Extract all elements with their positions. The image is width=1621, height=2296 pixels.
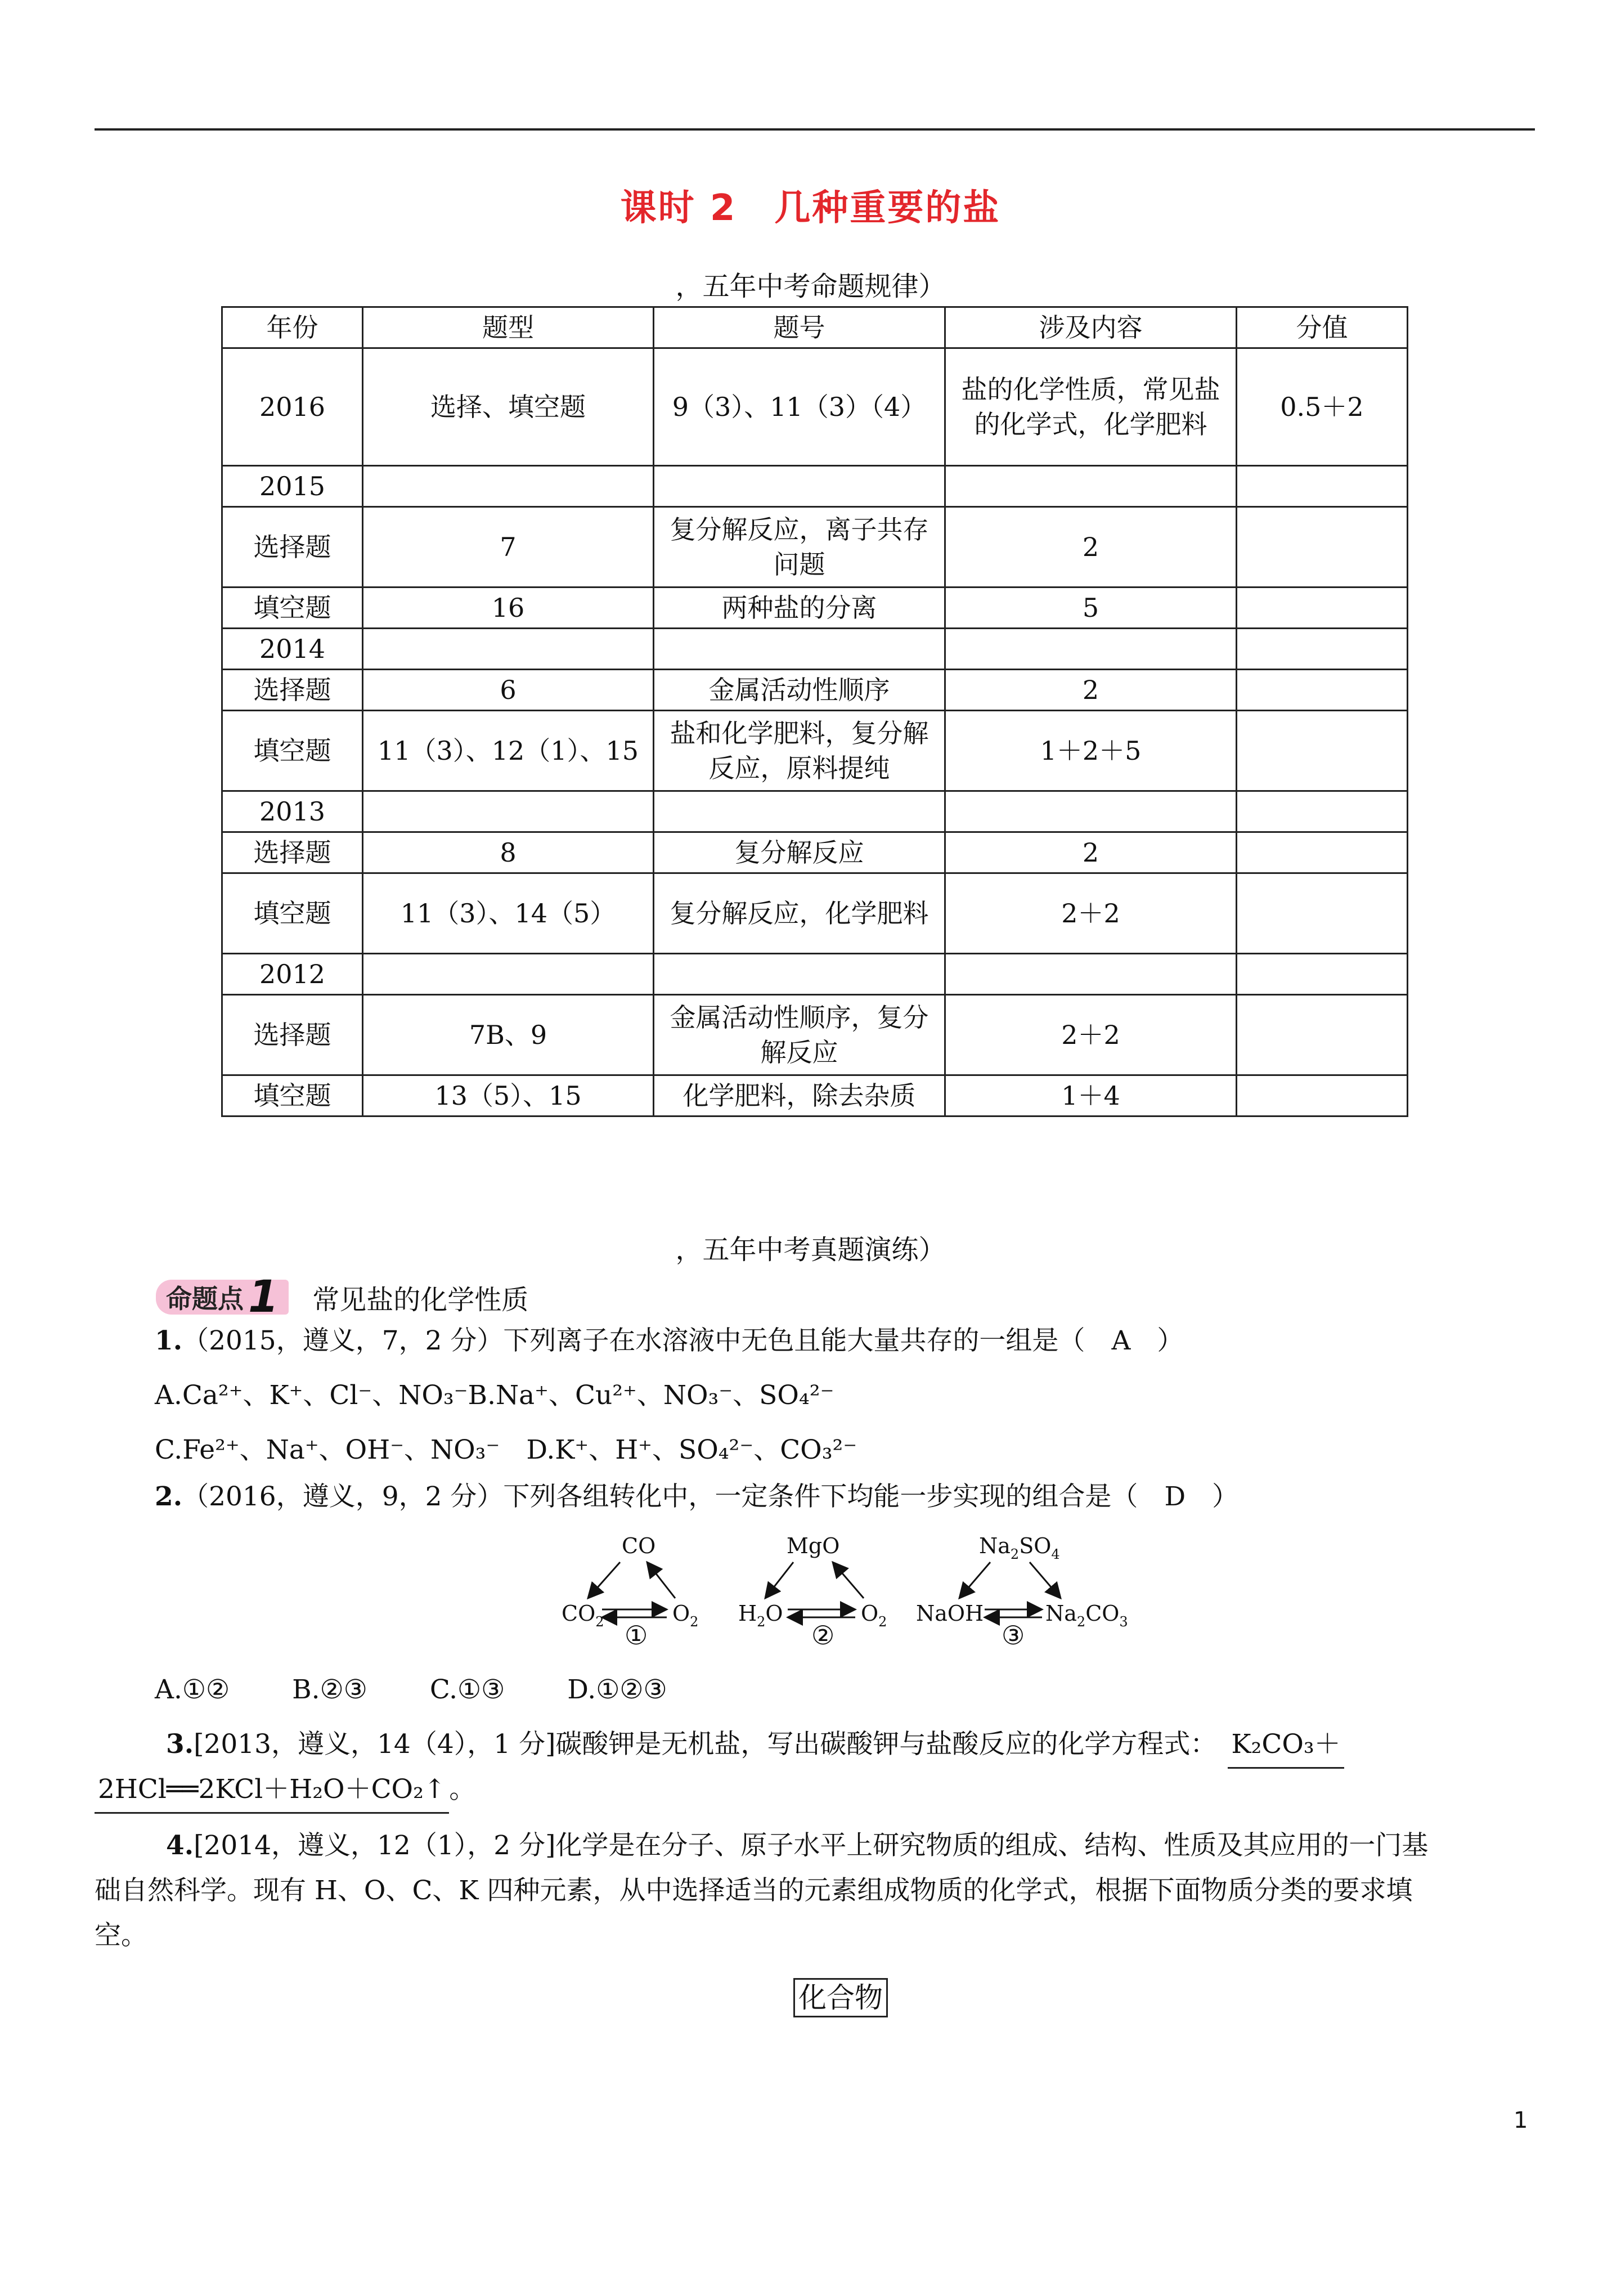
question-text-end: ） (1186, 1481, 1239, 1512)
question-2-stem (155, 1474, 1238, 1519)
arrow (1030, 1562, 1061, 1598)
option-b: B.Na⁺、Cu²⁺、NO₃⁻、SO₄²⁻ (468, 1380, 834, 1411)
table-cell (654, 466, 945, 507)
answer-line-1: K₂CO₃＋ (1228, 1722, 1344, 1769)
page-number: 1 (1514, 2107, 1528, 2133)
question-number: 4. (166, 1830, 194, 1861)
table-cell: 1＋2＋5 (945, 711, 1237, 791)
conversion-group-3 (916, 1533, 1128, 1651)
option-a: A.Ca²⁺、K⁺、Cl⁻、NO₃⁻ (155, 1380, 468, 1411)
table-cell (1237, 711, 1408, 791)
arrow (833, 1562, 864, 1598)
table-cell: 选择题 (222, 507, 363, 588)
table-cell: 填空题 (222, 873, 363, 954)
table-cell: 6 (363, 670, 654, 711)
table-cell: 5 (945, 588, 1237, 629)
table-cell: 两种盐的分离 (654, 588, 945, 629)
table-cell (1237, 873, 1408, 954)
table-cell (363, 954, 654, 995)
table-cell: 复分解反应，化学肥料 (654, 873, 945, 954)
answer-choice: D (1164, 1481, 1186, 1512)
table-row (222, 588, 1408, 629)
arrow (765, 1562, 793, 1598)
topic-point-tag (156, 1272, 529, 1322)
table-cell (654, 954, 945, 995)
table-cell: 8 (363, 832, 654, 873)
table-cell: 2013 (222, 791, 363, 832)
table-cell (1237, 995, 1408, 1075)
table-row (222, 791, 1408, 832)
node-naoh: NaOH (916, 1601, 984, 1626)
header-type: 题型 (363, 307, 654, 348)
table-cell: 7 (363, 507, 654, 588)
table-cell: 金属活动性顺序 (654, 670, 945, 711)
table-cell: 盐的化学性质，常见盐的化学式，化学肥料 (945, 348, 1237, 466)
option-c: C.①③ (429, 1674, 505, 1705)
header-year: 年份 (222, 307, 363, 348)
table-cell: 7B、9 (363, 995, 654, 1075)
table-cell: 0.5＋2 (1237, 348, 1408, 466)
table-header-row (222, 307, 1408, 348)
arrow (647, 1562, 675, 1598)
table-row (222, 348, 1408, 466)
table-cell: 复分解反应，离子共存问题 (654, 507, 945, 588)
option-a: A.①② (155, 1674, 230, 1705)
topic-point-text: 常见盐的化学性质 (312, 1284, 529, 1316)
question-text: [2013，遵义，14（4），1 分]碳酸钾是无机盐，写出碳酸钾与盐酸反应的化学方程式： (194, 1729, 1217, 1760)
table-cell: 复分解反应 (654, 832, 945, 873)
group-label-3: ③ (1002, 1620, 1025, 1651)
node-na2co3: $Na_2CO_3$ (1045, 1601, 1128, 1630)
node-h2o: $H_2O$ (738, 1601, 783, 1630)
question-4-line3: 空。 (95, 1920, 147, 1951)
lesson-title: 课时 2 几种重要的盐 (620, 187, 1001, 229)
node-o2: $O_2$ (861, 1601, 887, 1630)
table-cell (945, 954, 1237, 995)
header-score: 分值 (1237, 307, 1408, 348)
question-text: （2015，遵义，7，2 分）下列离子在水溶液中无色且能大量共存的一组是（ (182, 1325, 1112, 1356)
group-label-2: ② (811, 1620, 835, 1651)
table-cell (1237, 629, 1408, 670)
table-cell (363, 791, 654, 832)
table-cell: 9（3）、11（3）（4） (654, 348, 945, 466)
question-2-options (155, 1674, 721, 1705)
topic-point-label: 命题点 (166, 1284, 244, 1314)
exam-rules-table (221, 306, 1408, 1117)
option-d: D.K⁺、H⁺、SO₄²⁻、CO₃²⁻ (526, 1434, 857, 1465)
question-1-stem (155, 1319, 1183, 1364)
node-co2: $CO_2$ (562, 1601, 604, 1630)
table-cell (1237, 588, 1408, 629)
node-o2: $O_2$ (672, 1601, 699, 1630)
top-rule (95, 128, 1535, 131)
table-cell: 2016 (222, 348, 363, 466)
table-cell: 选择题 (222, 995, 363, 1075)
conversion-diagram (557, 1525, 1142, 1671)
table-cell (1237, 670, 1408, 711)
node-mgo: MgO (787, 1533, 840, 1558)
classification-box: 化合物 (793, 1978, 888, 2017)
option-c: C.Fe²⁺、Na⁺、OH⁻、NO₃⁻ (155, 1434, 500, 1465)
table-cell (654, 629, 945, 670)
table-row (222, 832, 1408, 873)
table-cell (945, 629, 1237, 670)
group-label-1: ① (625, 1620, 648, 1651)
table-cell: 化学肥料，除去杂质 (654, 1075, 945, 1116)
table-row (222, 670, 1408, 711)
table-cell (1237, 1075, 1408, 1116)
header-number: 题号 (654, 307, 945, 348)
section-heading-practice: ，五年中考真题演练） (675, 1234, 946, 1266)
table-cell (1237, 791, 1408, 832)
topic-point-badge (156, 1272, 289, 1322)
topic-point-number: 1 (248, 1272, 279, 1322)
table-cell (1237, 507, 1408, 588)
table-cell: 2＋2 (945, 873, 1237, 954)
table-cell (945, 791, 1237, 832)
table-cell: 选择、填空题 (363, 348, 654, 466)
question-text: [2014，遵义，12（1），2 分]化学是在分子、原子水平上研究物质的组成、结构、性质及其应用的一门基 (194, 1830, 1429, 1861)
table-cell: 1＋4 (945, 1075, 1237, 1116)
table-cell (1237, 832, 1408, 873)
table-cell: 金属活动性顺序，复分解反应 (654, 995, 945, 1075)
table-cell: 13（5）、15 (363, 1075, 654, 1116)
table-cell (945, 466, 1237, 507)
table-cell: 2014 (222, 629, 363, 670)
question-number: 1. (155, 1325, 183, 1356)
table-cell (1237, 466, 1408, 507)
arrow (588, 1562, 620, 1598)
table-cell: 选择题 (222, 832, 363, 873)
question-4-line2: 础自然科学。现有 H、O、C、K 四种元素，从中选择适当的元素组成物质的化学式，根据下面物质分类的要求填 (95, 1875, 1413, 1906)
node-na2so4: $Na_2SO_4$ (979, 1533, 1060, 1562)
question-text-end: ） (1130, 1325, 1184, 1356)
table-cell: 2 (945, 832, 1237, 873)
question-3-answer (95, 1767, 475, 1814)
conversion-group-2 (738, 1533, 887, 1651)
table-cell: 选择题 (222, 670, 363, 711)
question-number: 3. (166, 1729, 194, 1760)
table-row (222, 873, 1408, 954)
table-cell: 2＋2 (945, 995, 1237, 1075)
arrow (959, 1562, 990, 1598)
table-cell: 11（3）、14（5） (363, 873, 654, 954)
table-cell: 盐和化学肥料，复分解反应，原料提纯 (654, 711, 945, 791)
table-cell: 2012 (222, 954, 363, 995)
question-text: （2016，遵义，9，2 分）下列各组转化中，一定条件下均能一步实现的组合是（ (182, 1481, 1165, 1512)
table-row (222, 1075, 1408, 1116)
table-row (222, 954, 1408, 995)
question-number: 2. (155, 1481, 183, 1512)
question-1-options-row2 (155, 1428, 857, 1473)
answer-choice: A (1111, 1325, 1131, 1356)
table-cell: 16 (363, 588, 654, 629)
table-cell (363, 629, 654, 670)
table-cell (654, 791, 945, 832)
question-1-options-row1 (155, 1373, 834, 1418)
table-row (222, 711, 1408, 791)
table-cell: 填空题 (222, 588, 363, 629)
table-cell: 填空题 (222, 711, 363, 791)
table-row (222, 466, 1408, 507)
table-row (222, 507, 1408, 588)
node-co: CO (622, 1533, 656, 1558)
table-row (222, 995, 1408, 1075)
table-cell: 2015 (222, 466, 363, 507)
question-text-end: 。 (449, 1774, 476, 1805)
table-row (222, 629, 1408, 670)
header-content: 涉及内容 (945, 307, 1237, 348)
table-cell: 11（3）、12（1）、15 (363, 711, 654, 791)
table-cell (363, 466, 654, 507)
question-3-stem (166, 1722, 1344, 1769)
option-b: B.②③ (292, 1674, 367, 1705)
answer-line-2: 2HCl══2KCl＋H₂O＋CO₂↑ (95, 1767, 449, 1814)
section-heading-rules: ，五年中考命题规律） (675, 271, 946, 302)
table-cell (1237, 954, 1408, 995)
table-cell: 2 (945, 670, 1237, 711)
conversion-group-1 (562, 1533, 698, 1651)
option-d: D.①②③ (567, 1674, 667, 1705)
table-cell: 2 (945, 507, 1237, 588)
question-4-line1 (166, 1823, 1428, 1868)
table-cell: 填空题 (222, 1075, 363, 1116)
